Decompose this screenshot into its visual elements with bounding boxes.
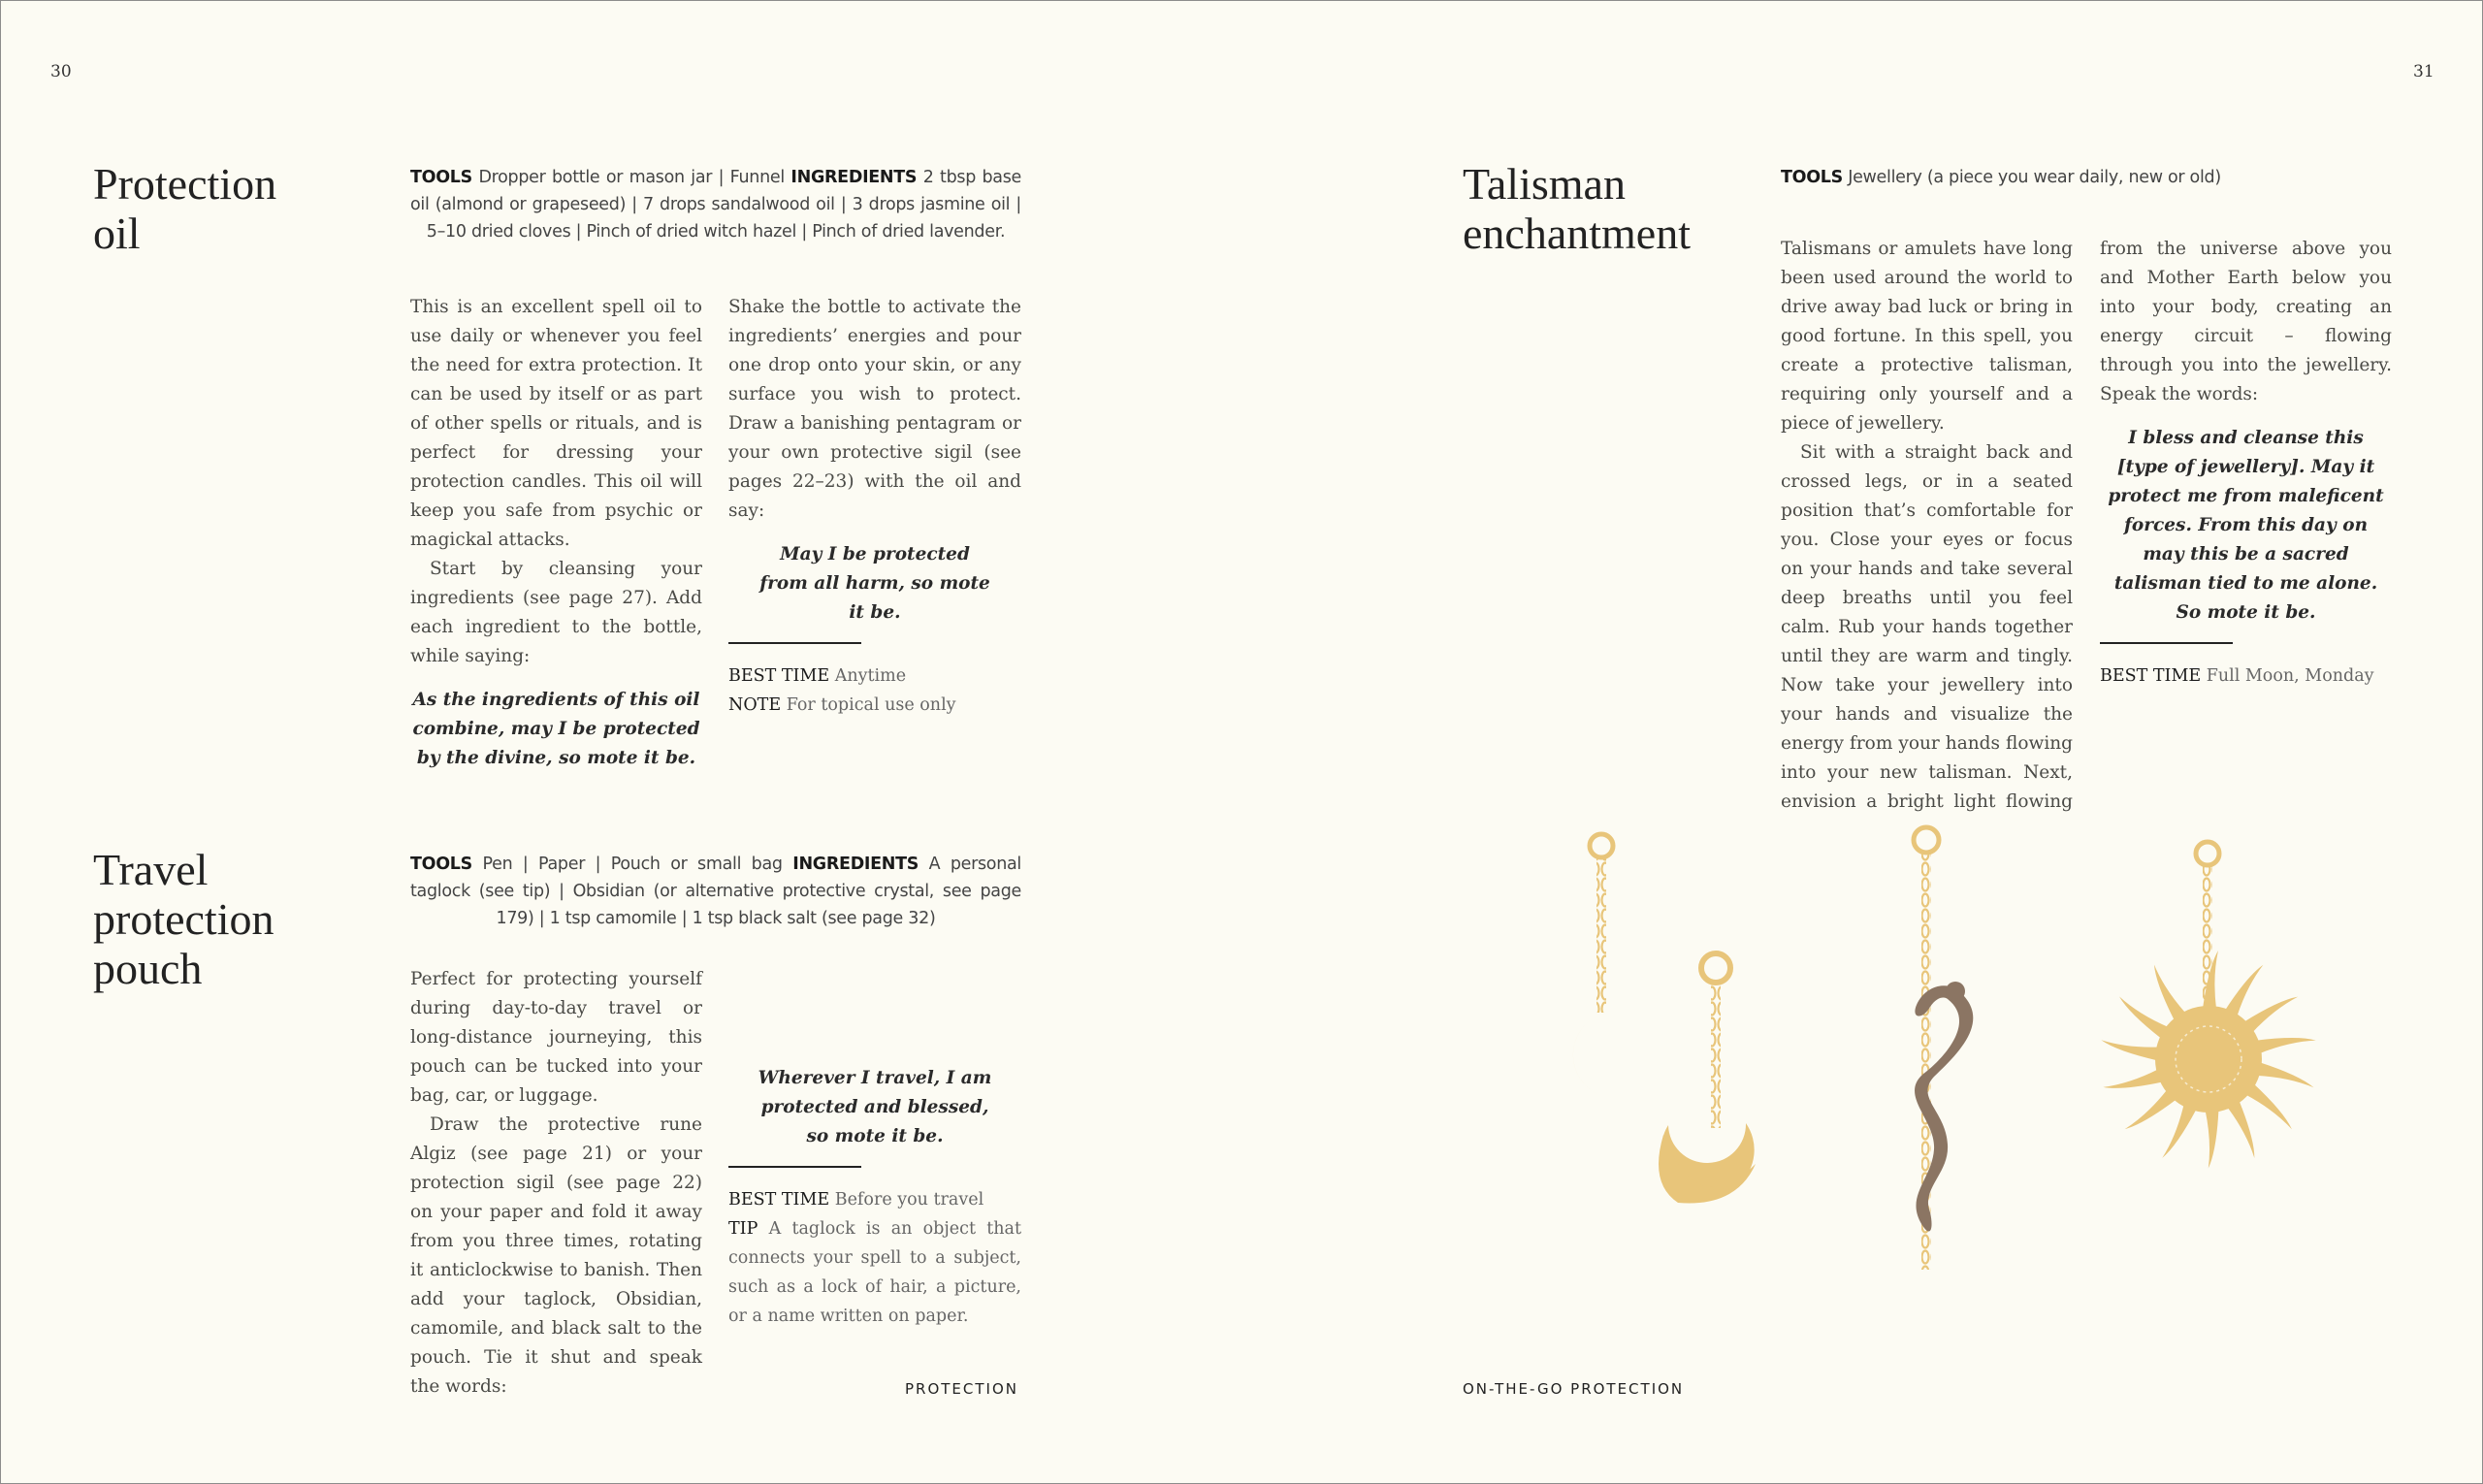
divider-rule [728, 1166, 861, 1168]
protection-oil-column-2: Shake the bottle to activate the ingredients’ energies and pour one drop onto your skin, or any surface you wish to protect. Draw a banishing pentagram or your own protective sigil (see pages 22–23) with the oil and say: May I be protected from all harm, so mote it be. BEST TIME Anytime NOTE For topical use only [728, 297, 1021, 715]
protection-oil-title: Protection oil [93, 159, 277, 258]
protection-oil-tools: TOOLS Dropper bottle or mason jar | Funnel INGREDIENTS 2 tbsp base oil (almond or grapeseed) | 7 drops sandalwood oil | 3 drops jasmine oil | 5–10 dried cloves | Pinch of dried witch hazel | Pinch of dried lavender. [410, 168, 1022, 242]
travel-pouch-tools: TOOLS Pen | Paper | Pouch or small bag INGREDIENTS A personal taglock (see tip) | Obsidian (or alternative protective crystal, see page 179) | 1 tsp camomile | 1 tsp black salt (see page 32) [410, 855, 1021, 928]
page-number-left: 30 [50, 62, 72, 81]
travel-pouch-title: Travel protection pouch [93, 845, 274, 993]
snake-charm-icon [1914, 827, 1973, 1270]
travel-pouch-column-2: Wherever I travel, I am protected and blessed, so mote it be. BEST TIME Before you travel TIP A taglock is an object that connects your spell to a subject, such as a lock of hair, a picture, or a name written on paper. [728, 1049, 1021, 1331]
charm-illustrations [1532, 815, 2347, 1280]
protection-oil-column-1: This is an excellent spell oil to use daily or whenever you feel the need for extra protection. It can be used by itself or as part of other spells or rituals, and is perfect for dressing your protection candles. This oil will keep you safe from psychic or magickal attacks. Start by cleansing your ingredients (see page 27). Add each ingredient to the bottle, while saying: As the ingredients of this oil combine, may I be protected by the divine, so mote it be. [410, 293, 702, 788]
talisman-incantation: I bless and cleanse this [type of jewellery]. May it protect me from maleficent forces. From this day on may this be a sacred talisman tied to me alone. So mote it be. [2108, 428, 2384, 623]
talisman-text: Talismans or amulets have long been used around the world to drive away bad luck or bring in good fortune. In this spell, you create a protective talisman, requiring only yourself and a piece of jewellery. Sit with a straight back and crossed legs, or in a seated position that’s comfortable for you. Close your eyes or focus on your hands and take several deep breaths until you feel calm. Rub your hands together until they are warm and tingly. Now take your jewellery into your hands and visualize the energy from your hands flowing into your new talisman. Next, envision a bright light flowing from the universe above you and Mother Earth below you into your body, creating an energy circuit – flowing through you into the jewellery. Speak the words: I bless and cleanse this [type of jewellery]. May it protect me from maleficent forces. From this day on may this be a sacred talisman tied to me alone. So mote it be. BEST TIME Full Moon, Monday [1781, 239, 2392, 812]
talisman-title: Talisman enchantment [1463, 159, 1692, 258]
sun-charm-icon [2100, 842, 2316, 1168]
crescent-moon-charm-icon [1659, 953, 1756, 1204]
crescent-moon-charm-icon [1573, 834, 1631, 1099]
footer-right: ON-THE-GO PROTECTION [1463, 1380, 1685, 1398]
footer-left: PROTECTION [905, 1380, 1019, 1398]
divider-rule [2100, 642, 2233, 644]
protection-oil-incantation-2: May I be protected from all harm, so mote it be. [759, 544, 990, 623]
divider-rule [728, 642, 861, 644]
protection-oil-incantation-1: As the ingredients of this oil combine, may I be protected by the divine, so mote it be. [412, 690, 700, 768]
talisman-tools: TOOLS Jewellery (a piece you wear daily, new or old) [1781, 168, 2221, 187]
travel-pouch-column-1: Perfect for protecting yourself during day-to-day travel or long-distance journeying, this pouch can be tucked into your bag, car, or luggage. Draw the protective rune Algiz (see page 21) or your protection sigil (see page 22) on your paper and fold it away from you three times, rotating it anticlockwise to banish. Then add your taglock, Obsidian, camomile, and black salt to the pouch. Tie it shut and speak the words: [410, 969, 702, 1397]
travel-pouch-incantation: Wherever I travel, I am protected and blessed, so mote it be. [758, 1068, 992, 1146]
page-number-right: 31 [2413, 62, 2435, 81]
